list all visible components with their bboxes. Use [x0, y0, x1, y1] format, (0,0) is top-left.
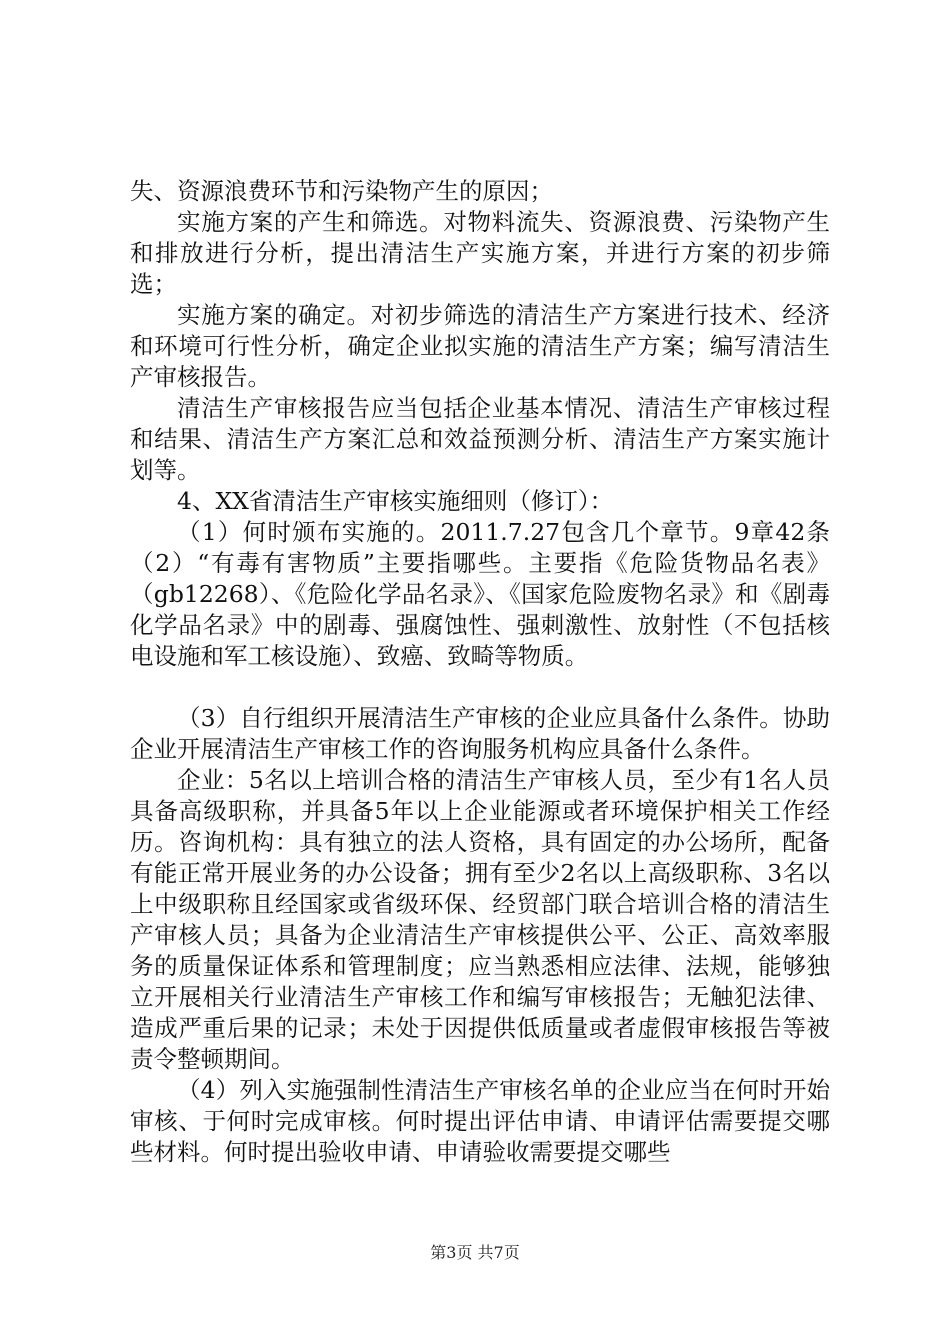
paragraph-question-3: （3）自行组织开展清洁生产审核的企业应具备什么条件。协助企业开展清洁生产审核工作的咨询服务机构应具备什么条件。: [130, 704, 830, 763]
page-number-footer: 第3页 共7页: [430, 1243, 520, 1262]
paragraph-question-4: （4）列入实施强制性清洁生产审核名单的企业应当在何时开始审核、于何时完成审核。何时提出评估申请、申请评估需要提交哪些材料。何时提出验收申请、申请验收需要提交哪些: [130, 1076, 830, 1166]
paragraph-scheme-generation: 实施方案的产生和筛选。对物料流失、资源浪费、污染物产生和排放进行分析，提出清洁生产实施方案，并进行方案的初步筛选；: [130, 208, 830, 298]
paragraph-question-1-2: （1）何时颁布实施的。2011.7.27包含几个章节。9章42条（2）“有毒有害物质”主要指哪些。主要指《危险货物品名表》（gb12268）、《危险化学品名录》、《国家危险废物名录》和《剧毒化学品名录》中的剧毒、强腐蚀性、强刺激性、放射性（不包括核电设施和军工核设施）、致癌、致畸等物质。: [130, 518, 830, 670]
paragraph-section-heading: 4、XX省清洁生产审核实施细则（修订）：: [177, 487, 614, 515]
paragraph-scheme-determination: 实施方案的确定。对初步筛选的清洁生产方案进行技术、经济和环境可行性分析，确定企业拟实施的清洁生产方案；编写清洁生产审核报告。: [130, 301, 830, 391]
paragraph-continuation: 失、资源浪费环节和污染物产生的原因；: [130, 177, 553, 205]
paragraph-audit-report: 清洁生产审核报告应当包括企业基本情况、清洁生产审核过程和结果、清洁生产方案汇总和效益预测分析、清洁生产方案实施计划等。: [130, 394, 830, 484]
document-body: [130, 176, 830, 1168]
paragraph-answer-3: 企业：5名以上培训合格的清洁生产审核人员，至少有1名人员具备高级职称，并具备5年以上企业能源或者环境保护相关工作经历。咨询机构：具有独立的法人资格，具有固定的办公场所，配备有能正常开展业务的办公设备；拥有至少2名以上高级职称、3名以上中级职称且经国家或省级环保、经贸部门联合培训合格的清洁生产审核人员；具备为企业清洁生产审核提供公平、公正、高效率服务的质量保证体系和管理制度；应当熟悉相应法律、法规，能够独立开展相关行业清洁生产审核工作和编写审核报告；无触犯法律、造成严重后果的记录；未处于因提供低质量或者虚假审核报告等被责令整顿期间。: [130, 766, 830, 1073]
